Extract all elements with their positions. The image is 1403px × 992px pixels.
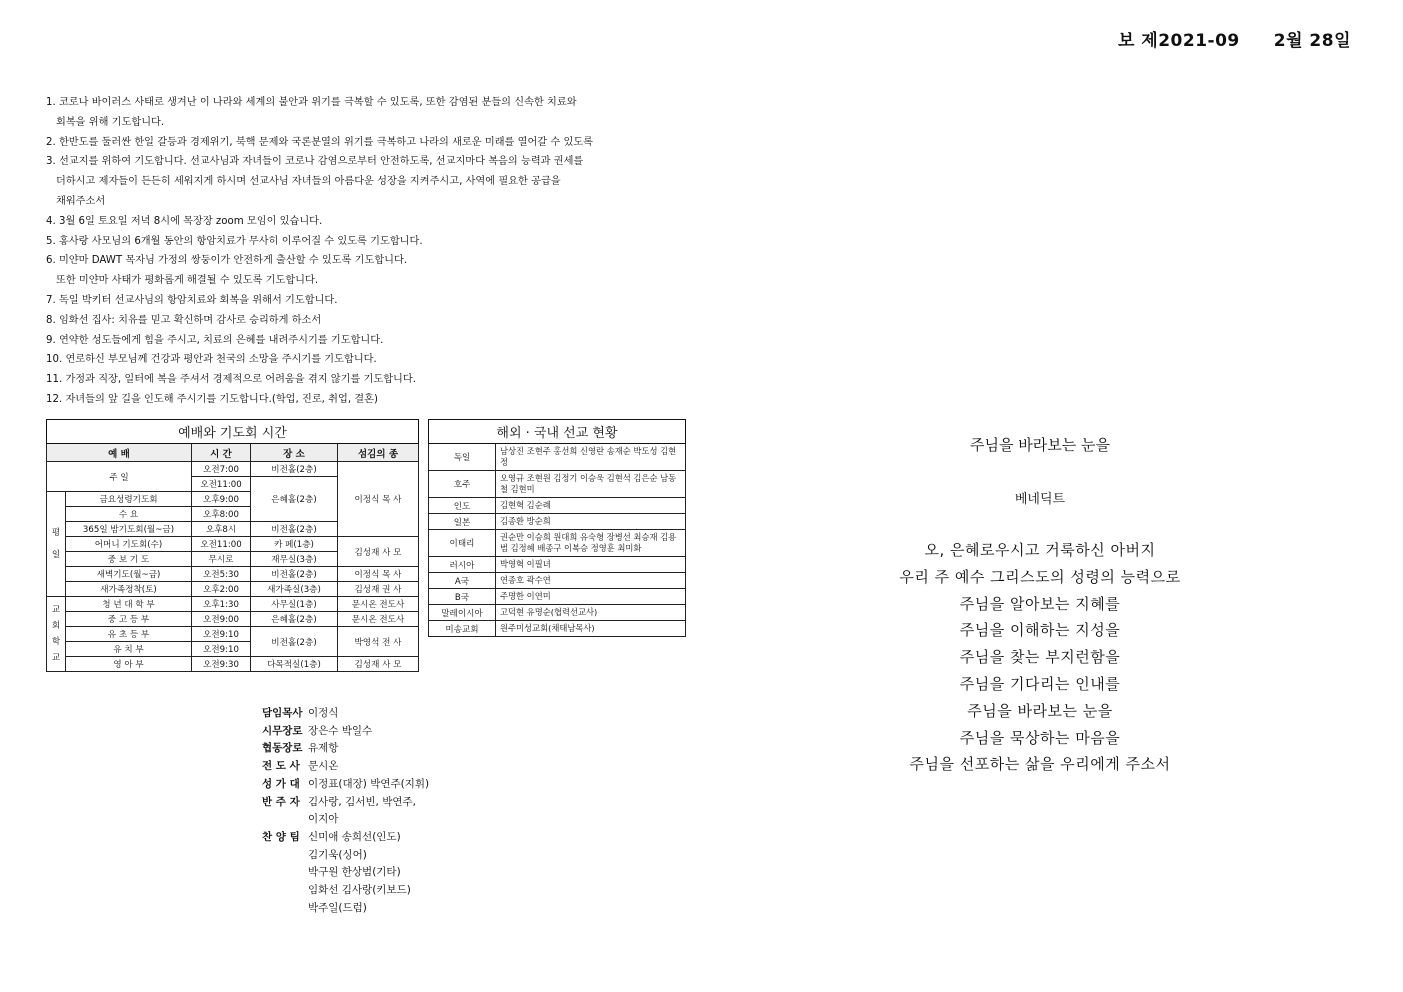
table-cell: 재무실(3층) (251, 552, 338, 567)
prayer-item: 8. 임화선 집사: 치유를 믿고 확신하며 감사로 승리하게 하소서 (46, 314, 322, 326)
col-header: 예 배 (47, 444, 192, 462)
mission-table-title: 해외 · 국내 선교 현황 (429, 420, 686, 444)
table-cell: 독일 (429, 444, 496, 471)
table-cell: 어머니 기도회(수) (66, 537, 192, 552)
table-cell: 김현혁 김순례 (496, 498, 686, 514)
table-cell: 호주 (429, 471, 496, 498)
table-cell: 오후8:00 (192, 507, 251, 522)
table-cell: 박영혁 이필녀 (496, 557, 686, 573)
staff-row (262, 705, 429, 723)
table-cell: 일본 (429, 514, 496, 530)
table-cell: 김성재 사 모 (338, 657, 419, 672)
table-cell: 오전9:10 (192, 627, 251, 642)
prayer-item: 3. 선교지를 위하여 기도합니다. 선교사님과 자녀들이 코로나 감염으로부터 안전하도록, 선교지마다 복음의 능력과 권세를 (46, 156, 584, 168)
worship-schedule-table (46, 419, 419, 672)
prayer-item: 2. 한반도를 둘러싼 한일 갈등과 경제위기, 북핵 문제와 국론분열의 위기를 극복하고 나라의 새로운 미래를 열어갈 수 있도록 (46, 136, 593, 148)
table-cell: 이정식 목 사 (338, 567, 419, 582)
staff-role: 반 주 자 (262, 795, 300, 808)
staff-names: 박구원 한상범(기타) (308, 866, 401, 879)
staff-row (262, 776, 429, 794)
staff-names: 장은수 박일수 (308, 724, 373, 737)
table-cell: 오전9:00 (192, 612, 251, 627)
prayer-item: 회복을 위해 기도합니다. (56, 116, 165, 128)
staff-row (262, 864, 429, 882)
staff-role (262, 811, 308, 829)
prayer-item: 9. 연약한 성도들에게 힘을 주시고, 치료의 은혜를 내려주시기를 기도합니다. (46, 334, 384, 346)
table-cell: 비전홀(2층) (251, 522, 338, 537)
table-cell: 금요성령기도회 (66, 492, 192, 507)
staff-names: 유제항 (308, 742, 339, 755)
staff-names: 신미애 송희선(인도) (308, 830, 401, 843)
table-cell: 권순만 이승희 원대희 유숙형 장병선 최승재 김용범 김정혜 배종구 이복승 정영훈 최미화 (496, 530, 686, 557)
poem-author: 베네딕트 (1014, 492, 1066, 507)
church-staff-list (262, 705, 429, 917)
table-cell: A국 (429, 573, 496, 589)
staff-names: 김사랑, 김서빈, 박연주, (308, 795, 416, 808)
table-cell: 사무실(1층) (251, 597, 338, 612)
table-cell: 러시아 (429, 557, 496, 573)
table-cell: 중 보 기 도 (66, 552, 192, 567)
table-cell: 비전홀(2층) (251, 462, 338, 477)
staff-names: 문시온 (308, 760, 339, 773)
staff-names: 임화선 김사랑(키보드) (308, 884, 411, 897)
table-cell: 새가족실(3층) (251, 582, 338, 597)
table-cell: 오후2:00 (192, 582, 251, 597)
table-cell: 인도 (429, 498, 496, 514)
staff-role: 시무장로 (262, 724, 303, 737)
prayer-item: 5. 홍사랑 사모님의 6개월 동안의 항암치료가 무사히 이루어질 수 있도록 기도합니다. (46, 235, 423, 247)
staff-role: 성 가 대 (262, 777, 300, 790)
staff-row (262, 882, 429, 900)
poem-line: 오, 은혜로우시고 거룩하신 아버지 (924, 541, 1156, 559)
table-cell: 카 페(1층) (251, 537, 338, 552)
poem-line: 주님을 선포하는 삶을 우리에게 주소서 (909, 755, 1171, 774)
poem-line: 주님을 기다리는 인내를 (959, 674, 1121, 693)
table-cell: 은혜홀(2층) (251, 477, 338, 522)
table-cell: 다목적실(1층) (251, 657, 338, 672)
table-cell: B국 (429, 589, 496, 605)
staff-row (262, 723, 429, 741)
poem-line: 우리 주 예수 그리스도의 성령의 능력으로 (899, 567, 1181, 586)
table-cell: 오전5:30 (192, 567, 251, 582)
staff-names: 김기욱(싱어) (308, 848, 367, 861)
poem-lines (810, 537, 1270, 778)
poem-title: 주님을 바라보는 눈을 (970, 436, 1110, 454)
col-header: 섬김의 종 (338, 444, 419, 462)
staff-role (262, 864, 308, 882)
table-cell: 평 일 (47, 492, 66, 597)
staff-row (262, 811, 429, 829)
staff-row (262, 847, 429, 865)
table-cell: 오전9:30 (192, 657, 251, 672)
staff-role: 전 도 사 (262, 760, 300, 773)
staff-role (262, 882, 308, 900)
worship-table-title: 예배와 기도회 시간 (47, 420, 419, 444)
table-cell: 새가족정착(토) (66, 582, 192, 597)
table-cell: 오전11:00 (192, 477, 251, 492)
table-cell: 오영규 조현원 김정기 이승욱 김현석 김은순 남동철 김현미 (496, 471, 686, 498)
poem-line: 주님을 알아보는 지혜를 (959, 594, 1121, 613)
staff-row (262, 758, 429, 776)
table-cell: 유 치 부 (66, 642, 192, 657)
mission-status-table (428, 419, 686, 637)
table-cell: 비전홀(2층) (251, 627, 338, 657)
prayer-item: 4. 3월 6일 토요일 저녁 8시에 목장장 zoom 모임이 있습니다. (46, 215, 323, 227)
prayer-item: 더하시고 제자들이 든든히 세워지게 하시며 선교사님 자녀들의 아름다운 성장을 지켜주시고, 사역에 필요한 공급을 (56, 176, 561, 188)
staff-role: 담임목사 (262, 707, 303, 719)
table-cell: 이정식 목 사 (338, 462, 419, 537)
table-cell: 이태리 (429, 530, 496, 557)
table-cell: 남상진 조현주 홍선희 신영란 송재순 박도성 김현정 (496, 444, 686, 471)
prayer-item: 12. 자녀들의 앞 길을 인도해 주시기를 기도합니다.(학업, 진로, 취업, 결혼) (46, 393, 378, 405)
table-cell: 문시온 전도사 (338, 612, 419, 627)
prayer-item: 7. 독일 박키터 선교사님의 항암치료와 회복을 위해서 기도합니다. (46, 294, 338, 306)
prayer-item: 10. 연로하신 부모님께 건강과 평안과 천국의 소망을 주시기를 기도합니다. (46, 354, 377, 366)
staff-role (262, 847, 308, 865)
table-cell: 오후8시 (192, 522, 251, 537)
table-cell: 김종환 방순희 (496, 514, 686, 530)
table-cell: 문시온 전도사 (338, 597, 419, 612)
staff-row (262, 794, 429, 812)
prayer-item: 또한 미얀마 사태가 평화롭게 해결될 수 있도록 기도합니다. (56, 275, 319, 287)
table-cell: 비전홀(2층) (251, 567, 338, 582)
table-cell: 새벽기도(월~금) (66, 567, 192, 582)
table-cell: 수 요 (66, 507, 192, 522)
poem-line: 주님을 이해하는 지성을 (959, 621, 1121, 640)
table-cell: 청 년 대 학 부 (66, 597, 192, 612)
table-cell: 무시로 (192, 552, 251, 567)
prayer-item: 6. 미얀마 DAWT 목자님 가정의 쌍둥이가 안전하게 출산할 수 있도록 기도합니다. (46, 255, 408, 267)
prayer-item: 1. 코로나 바이러스 사태로 생겨난 이 나라와 세계의 불안과 위기를 극복할 수 있도록, 또한 감염된 분들의 신속한 치료와 (46, 97, 577, 108)
table-cell: 연종호 곽수연 (496, 573, 686, 589)
staff-names: 박주일(드럼) (308, 901, 367, 914)
staff-role: 협동장로 (262, 742, 303, 755)
table-cell: 오전11:00 (192, 537, 251, 552)
table-cell: 김성재 권 사 (338, 582, 419, 597)
table-cell: 오후1:30 (192, 597, 251, 612)
staff-names: 이지아 (308, 813, 339, 826)
poem-line: 주님을 바라보는 눈을 (967, 701, 1113, 720)
bulletin-header (1084, 26, 1351, 51)
table-cell: 오후9:00 (192, 492, 251, 507)
table-cell: 오전9:10 (192, 642, 251, 657)
table-cell: 영 아 부 (66, 657, 192, 672)
prayer-item: 채워주소서 (56, 195, 106, 207)
staff-role (262, 900, 308, 918)
table-cell: 원주미성교회(채태남목사) (496, 621, 686, 637)
table-cell: 고덕현 유명순(협력선교사) (496, 605, 686, 621)
prayer-list (46, 93, 686, 410)
table-cell: 유 초 등 부 (66, 627, 192, 642)
table-cell: 말레이시아 (429, 605, 496, 621)
poem-line: 주님을 묵상하는 마음을 (959, 728, 1121, 747)
col-header: 장 소 (251, 444, 338, 462)
staff-row (262, 900, 429, 918)
bulletin-date: 2월 28일 (1273, 31, 1351, 51)
poem-line: 주님을 찾는 부지런함을 (959, 648, 1121, 667)
table-cell: 주 일 (47, 462, 192, 492)
table-cell: 오전7:00 (192, 462, 251, 477)
table-cell: 365일 밤기도회(월~금) (66, 522, 192, 537)
table-cell: 박영석 전 사 (338, 627, 419, 657)
staff-row (262, 829, 429, 847)
table-cell: 미송교회 (429, 621, 496, 637)
table-cell: 주명한 이연미 (496, 589, 686, 605)
prayer-item: 11. 가정과 직장, 일터에 복을 주셔서 경제적으로 어려움을 겪지 않기를 기도합니다. (46, 374, 416, 386)
table-cell: 중 고 등 부 (66, 612, 192, 627)
table-cell: 교 회 학 교 (47, 597, 66, 672)
col-header: 시 간 (192, 444, 251, 462)
bulletin-number: 보 제2021-09 (1117, 31, 1240, 51)
staff-row (262, 740, 429, 758)
staff-names: 이정식 (308, 707, 339, 719)
staff-role: 찬 양 팀 (262, 830, 300, 843)
table-cell: 은혜홀(2층) (251, 612, 338, 627)
staff-names: 이정표(대장) 박연주(지휘) (308, 777, 430, 790)
table-cell: 김성재 사 모 (338, 537, 419, 567)
